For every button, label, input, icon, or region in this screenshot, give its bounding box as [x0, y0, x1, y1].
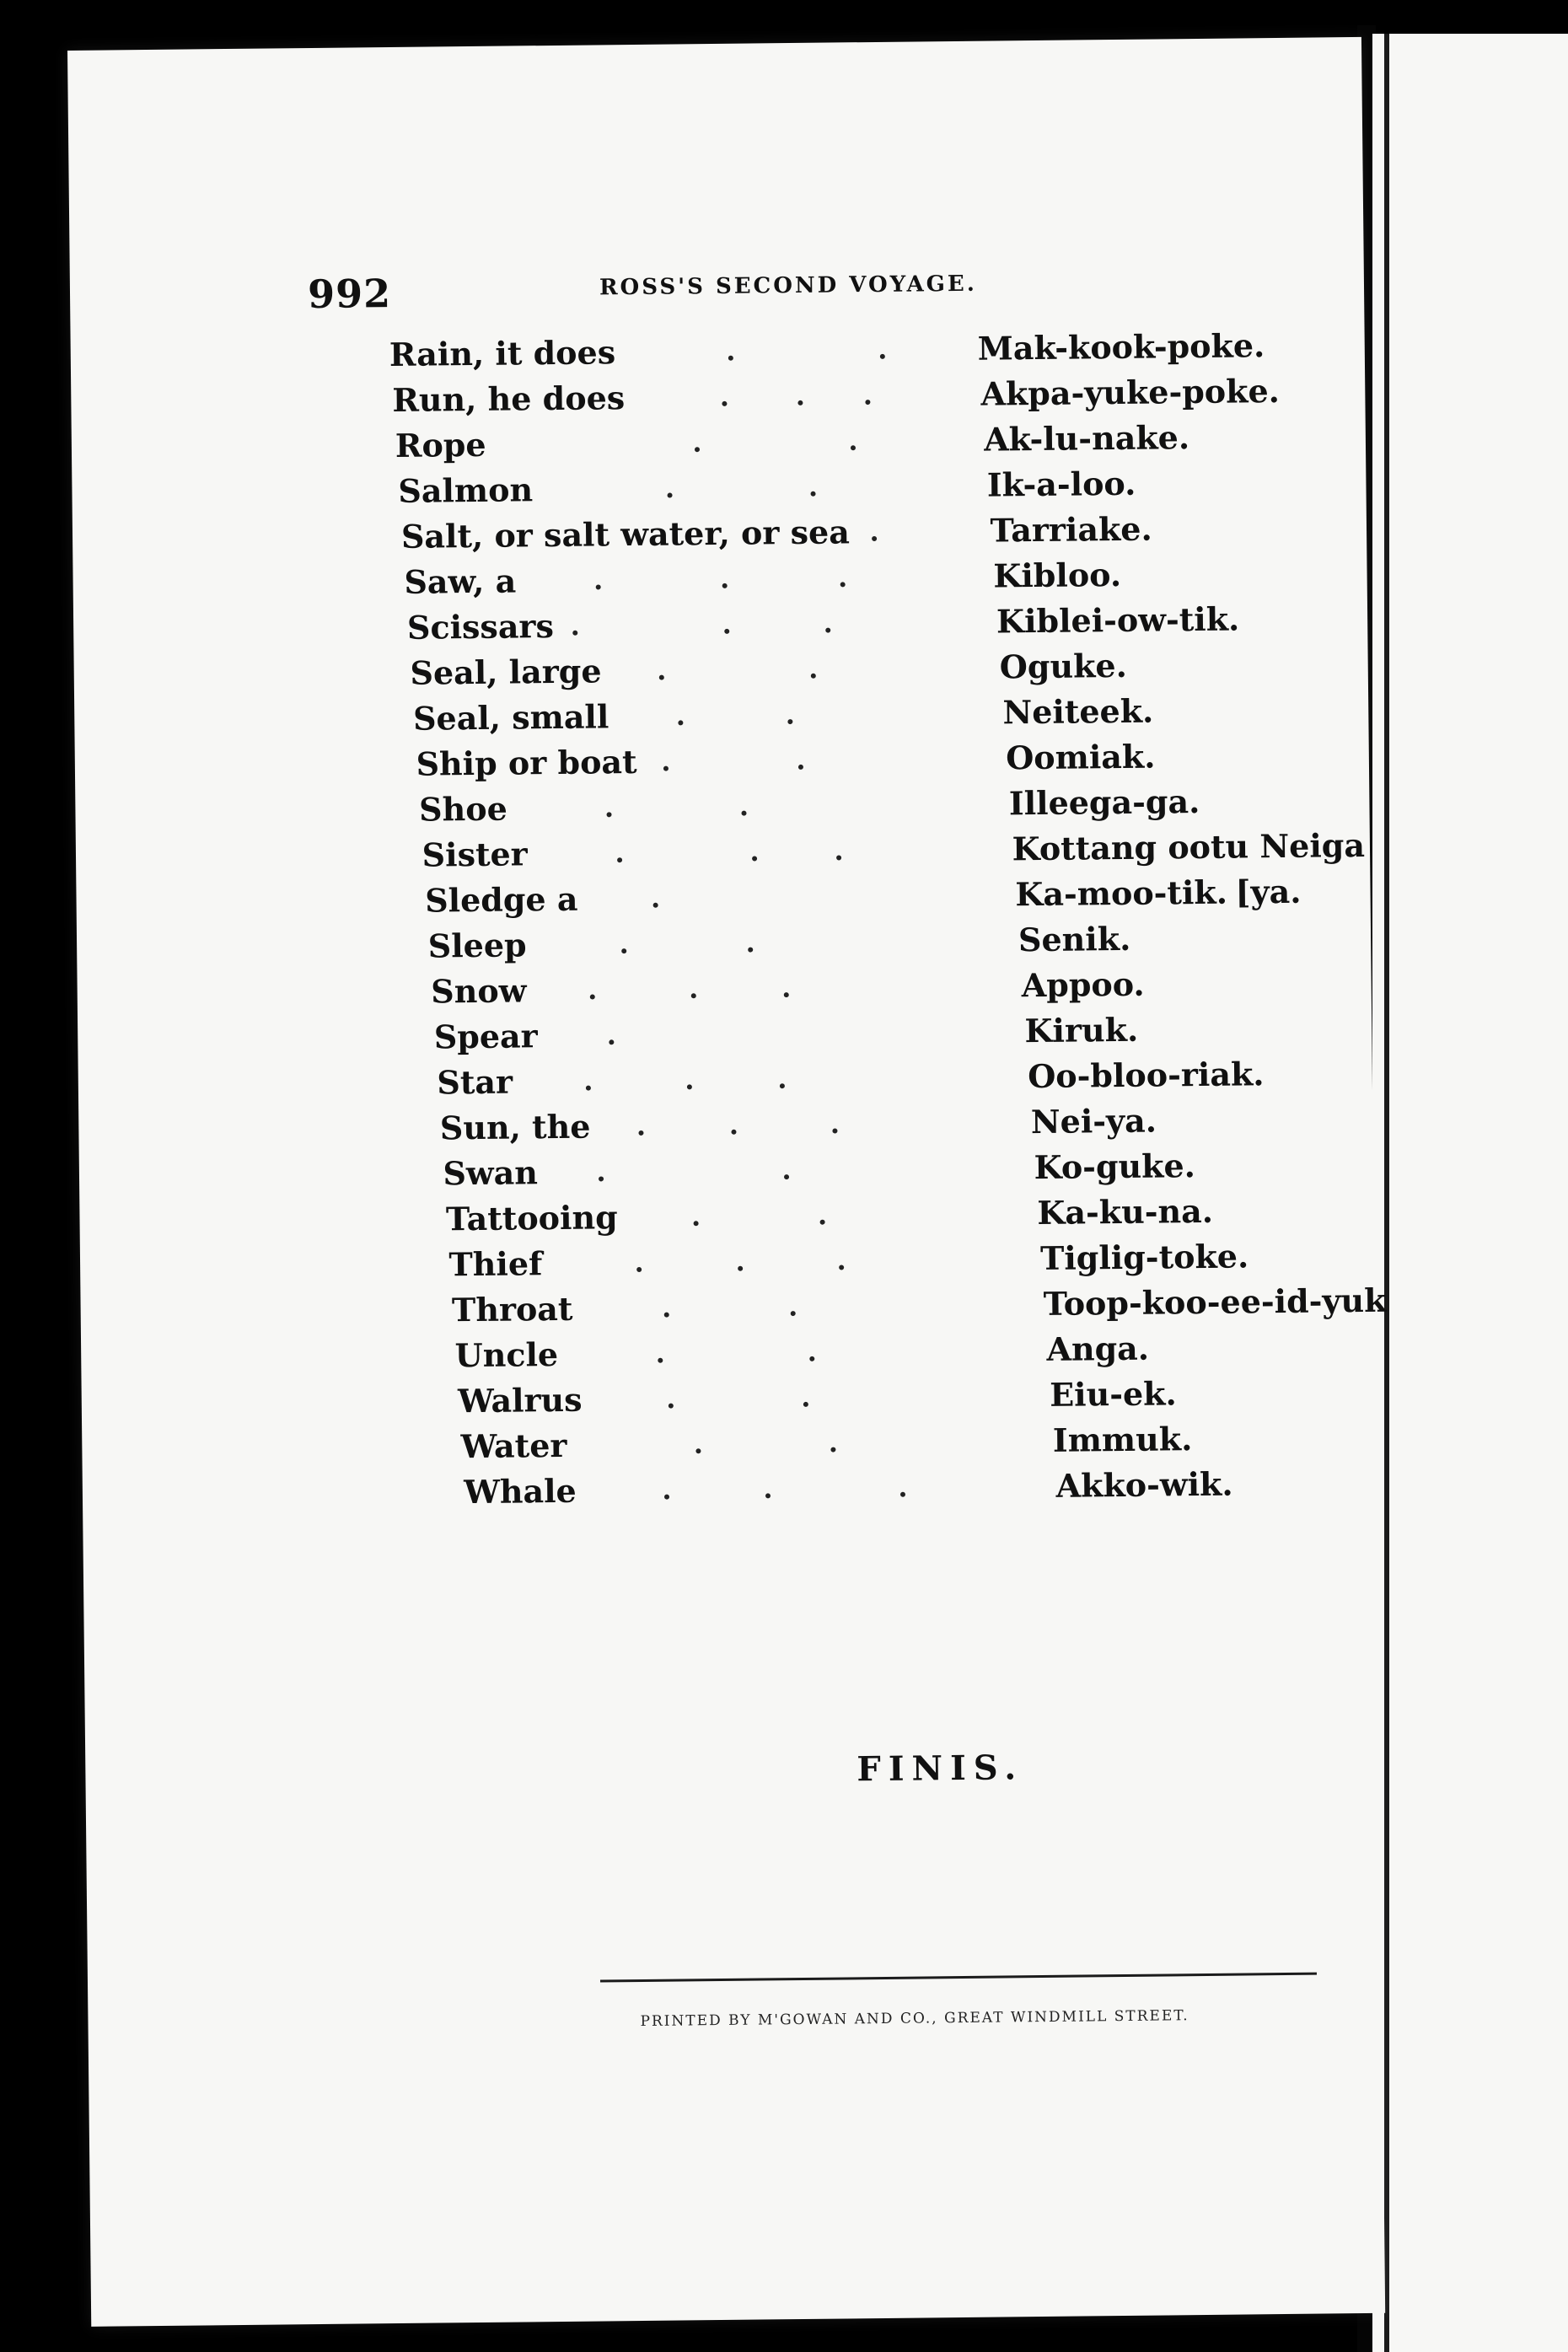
leader-dot [609, 1039, 614, 1044]
english-term: Walrus [457, 1380, 583, 1420]
inuit-translation: Tarriake. [990, 509, 1152, 550]
leader-dot [636, 1267, 642, 1272]
inuit-translation: Neiteek. [1002, 691, 1154, 732]
printer-imprint: PRINTED BY M'GOWAN AND CO., GREAT WINDMILL STREET. [640, 2007, 1189, 2031]
english-term: Rain, it does [389, 333, 616, 374]
leader-dot [617, 857, 622, 862]
english-term: Saw, a [404, 561, 517, 601]
running-head [70, 260, 1364, 318]
leader-dot [663, 766, 669, 771]
leader-dot [664, 1495, 669, 1500]
inuit-translation: Senik. [1018, 919, 1131, 959]
english-term: Seal, large [410, 652, 602, 692]
vocabulary-list [71, 325, 1387, 1512]
leader-dot [791, 1311, 796, 1316]
inuit-translation: Appoo. [1021, 964, 1145, 1005]
english-term: Spear [433, 1017, 538, 1056]
leader-dot [865, 400, 870, 405]
english-term: Shoe [418, 789, 507, 829]
edge-blemish [3, 1812, 12, 1828]
english-term: Salt, or salt water, or sea [400, 513, 851, 556]
english-term: Salmon [398, 470, 534, 510]
leader-dot [664, 1313, 669, 1318]
leader-dot [728, 356, 733, 361]
leader-dot [784, 992, 789, 997]
inuit-translation: Oomiak. [1005, 737, 1156, 777]
leader-dot [731, 1130, 736, 1135]
leader-dot [839, 1265, 844, 1270]
leader-dot [836, 855, 841, 860]
inuit-translation: Oo-bloo-riak. [1027, 1055, 1265, 1096]
english-term: Whale [463, 1471, 577, 1512]
leader-dot [596, 584, 601, 589]
inuit-translation: Anga. [1046, 1329, 1150, 1368]
inuit-translation: Nei-ya. [1030, 1101, 1157, 1141]
inuit-translation: Immuk. [1052, 1420, 1193, 1459]
leader-dot [694, 1221, 699, 1226]
leader-dot [811, 674, 816, 679]
leader-dot [900, 1492, 905, 1497]
leader-dot [840, 582, 846, 587]
finis-heading: FINIS. [856, 1748, 1024, 1790]
leader-dot [780, 1083, 785, 1088]
inuit-translation: Akpa-yuke-poke. [980, 371, 1281, 413]
leader-dot [678, 720, 683, 725]
leader-dot [722, 401, 727, 406]
leader-dot [803, 1402, 808, 1407]
english-term: Water [460, 1426, 567, 1466]
english-term: Run, he does [392, 379, 626, 419]
inuit-translation: Ka-ku-na. [1037, 1191, 1214, 1232]
leader-dot [668, 493, 673, 498]
english-term: Swan [443, 1153, 539, 1193]
english-term: Seal, small [412, 697, 609, 738]
leader-dot [832, 1129, 837, 1134]
inuit-translation: Kiblei-ow-tik. [996, 599, 1240, 641]
inuit-translation: Mak-kook-poke. [977, 326, 1265, 368]
leader-dot [586, 1086, 591, 1091]
page-edge-shadow [1384, 34, 1389, 2352]
leader-dot [809, 1356, 814, 1361]
leader-dot [752, 856, 757, 861]
page-number: 992 [307, 270, 392, 318]
leader-dot [621, 948, 626, 953]
leader-dot [669, 1404, 674, 1409]
leader-dot [653, 903, 658, 908]
leader-dot [830, 1447, 835, 1453]
english-term: Sleep [427, 926, 527, 965]
english-term: Tattooing [445, 1198, 618, 1238]
english-term: Sister [422, 835, 528, 874]
leader-dot [851, 445, 856, 450]
inuit-translation: Kiruk. [1024, 1010, 1139, 1050]
leader-dot [659, 675, 664, 680]
leader-dot [765, 1493, 771, 1498]
leader-dot [695, 447, 700, 452]
english-term: Rope [395, 425, 486, 464]
english-term: Sun, the [439, 1107, 591, 1147]
inuit-translation: Ik-a-loo. [986, 464, 1136, 504]
page-title: ROSS'S SECOND VOYAGE. [599, 271, 977, 301]
horizontal-rule [600, 1973, 1317, 1983]
leader-dot [784, 1174, 789, 1179]
inuit-translation: Toop-koo-ee-id-yuk [1043, 1281, 1387, 1323]
book-page [67, 37, 1385, 2327]
leader-dot [658, 1358, 663, 1363]
inuit-translation: Ka-moo-tik. [1015, 873, 1228, 914]
leader-dot [787, 719, 792, 724]
continuation-bracket: [ya. [1235, 872, 1302, 911]
english-term: Throat [451, 1289, 573, 1329]
english-term: Ship or boat [416, 742, 637, 783]
leader-dot [820, 1220, 825, 1225]
english-term: Snow [431, 971, 527, 1011]
leader-dot [825, 628, 830, 633]
inuit-translation: Kibloo. [993, 555, 1122, 595]
leader-dot [691, 993, 696, 998]
leader-dot [687, 1084, 692, 1089]
english-term: Uncle [454, 1334, 559, 1375]
leader-dot [722, 583, 728, 588]
inuit-translation: Akko-wik. [1055, 1464, 1233, 1505]
inuit-translation: Eiu-ek. [1049, 1374, 1177, 1414]
leader-dot [724, 629, 729, 634]
leader-dot [741, 811, 746, 816]
leader-dot [797, 400, 803, 405]
leader-dot [872, 536, 877, 541]
inuit-translation: Kottang ootu Neiga [1012, 825, 1366, 868]
leader-dot [811, 491, 816, 497]
leader-dot [880, 354, 885, 359]
inuit-translation: Tiglig-toke. [1039, 1237, 1249, 1277]
facing-page-edge [1372, 34, 1568, 2352]
english-term: Star [437, 1062, 513, 1102]
english-term: Thief [448, 1244, 543, 1284]
leader-dot [638, 1130, 643, 1136]
english-term: Sledge a [424, 879, 578, 920]
leader-dot [695, 1448, 701, 1453]
leader-dot [606, 812, 611, 817]
english-term: Scissars [406, 606, 555, 647]
leader-dot [572, 631, 577, 636]
leader-dot [748, 948, 753, 953]
leader-dot [590, 995, 595, 1000]
inuit-translation: Ak-lu-nake. [983, 418, 1190, 459]
leader-dot [738, 1266, 743, 1271]
leader-dot [798, 765, 803, 770]
inuit-translation: Ko-guke. [1034, 1146, 1196, 1187]
inuit-translation: Illeega-ga. [1008, 781, 1200, 823]
inuit-translation: Oguke. [999, 646, 1128, 686]
leader-dot [599, 1176, 604, 1181]
